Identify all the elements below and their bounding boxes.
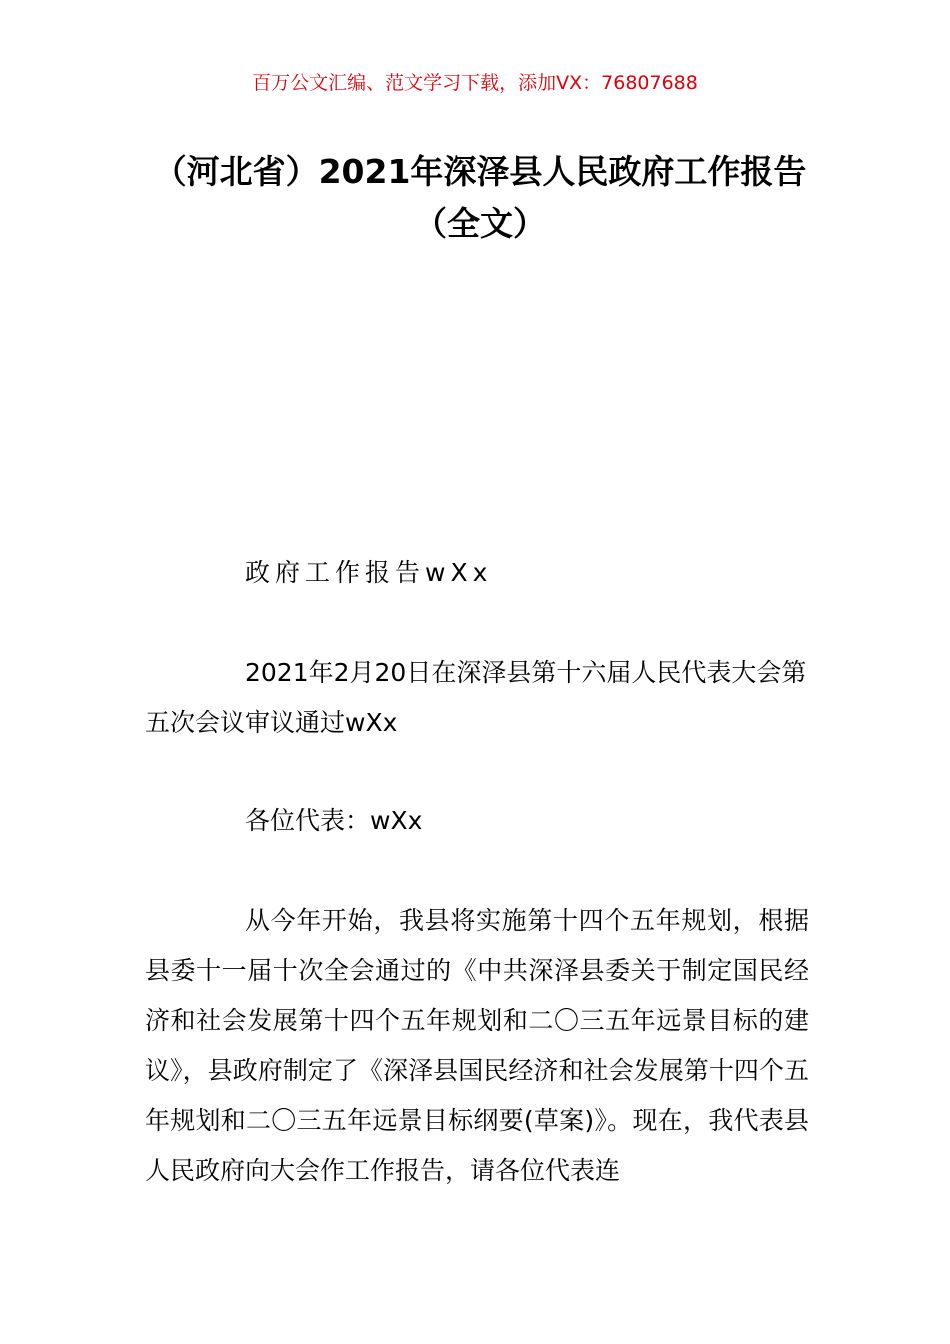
report-heading: 政府工作报告wXx [245,558,493,587]
approval-line: 2021年2月20日在深泽县第十六届人民代表大会第五次会议审议通过wXx [145,658,807,737]
salutation: 各位代表：wXx [245,806,423,835]
intro-paragraph: 从今年开始，我县将实施第十四个五年规划，根据县委十一届十次全会通过的《中共深泽县委关于制定国民经济和社会发展第十四个五年规划和二〇三五年远景目标的建议》，县政府制定了《深泽县国民经济和社会发展第十四个五年规划和二〇三五年远景目标纲要(草案)》。现在，我代表县人民政府向大会作工作报告，请各位代表连 [145,906,809,1185]
document-title: （河北省）2021年深泽县人民政府工作报告（全文） [153,152,807,243]
header-watermark-note: 百万公文汇编、范文学习下载，添加VX：76807688 [252,72,698,94]
